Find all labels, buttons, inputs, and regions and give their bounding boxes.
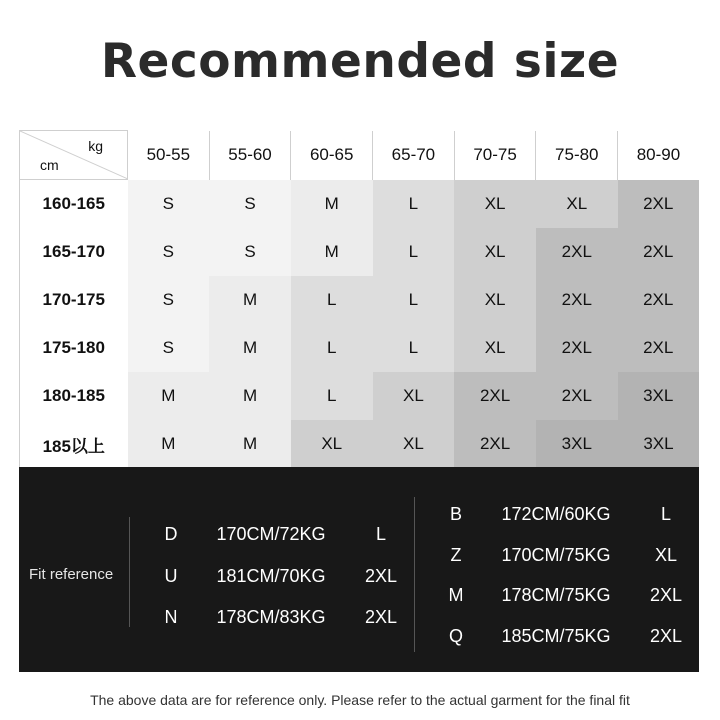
model-size: 2XL [649,626,683,646]
size-cell: 3XL [536,420,618,468]
model-key: M [448,585,464,605]
disclaimer-note: The above data are for reference only. Please refer to the actual garment for the final fit [90,692,630,708]
size-cell: S [128,228,210,276]
size-cell: XL [373,420,455,468]
size-cell: 2XL [618,276,700,324]
weight-unit-label: kg [88,138,103,154]
table-row [20,276,700,324]
size-cell: L [291,372,373,420]
model-size: L [375,524,386,544]
size-cell: 2XL [454,372,536,420]
height-label: 170-175 [20,276,128,324]
model-key: Z [450,545,462,565]
size-cell: L [373,228,455,276]
table-header-row [20,131,700,180]
size-cell: M [291,180,373,229]
size-cell: XL [291,420,373,468]
table-row [20,180,700,229]
size-cell: 2XL [536,228,618,276]
size-cell: 2XL [454,420,536,468]
size-cell: XL [454,180,536,229]
corner-cell [20,131,128,180]
model-measure: 185CM/75KG [501,626,611,646]
size-cell: L [291,324,373,372]
size-cell: M [209,420,291,468]
size-chart-table [19,130,700,468]
model-size: L [660,504,671,524]
model-size: 2XL [364,566,398,586]
size-cell: M [291,228,373,276]
table-row [20,420,700,468]
height-unit-label: cm [40,157,59,173]
divider [129,517,130,627]
fit-reference-panel [19,467,699,672]
size-cell: 2XL [536,372,618,420]
table-row [20,228,700,276]
model-measure: 170CM/72KG [216,524,326,544]
weight-header: 70-75 [454,131,536,180]
size-cell: XL [454,324,536,372]
size-cell: L [291,276,373,324]
height-label: 160-165 [20,180,128,229]
size-cell: XL [454,276,536,324]
weight-header: 60-65 [291,131,373,180]
size-cell: M [128,420,210,468]
size-cell: XL [454,228,536,276]
weight-header: 75-80 [536,131,618,180]
model-size: XL [654,545,678,565]
size-cell: L [373,276,455,324]
model-measure: 170CM/75KG [501,545,611,565]
model-key: U [164,566,178,586]
model-key: B [449,504,462,524]
size-cell: M [209,276,291,324]
table-row [20,372,700,420]
size-cell: 2XL [536,324,618,372]
size-cell: S [128,180,210,229]
size-cell: 2XL [536,276,618,324]
height-label: 165-170 [20,228,128,276]
fit-reference-label: Fit reference [29,566,114,583]
size-cell: 2XL [618,228,700,276]
size-cell: 2XL [618,324,700,372]
size-cell: M [209,324,291,372]
size-cell: 2XL [618,180,700,229]
diagonal-line [20,131,128,179]
size-cell: M [128,372,210,420]
size-cell: L [373,324,455,372]
size-cell: 3XL [618,372,700,420]
model-size: 2XL [364,607,398,627]
size-cell: S [209,228,291,276]
height-label: 180-185 [20,372,128,420]
size-cell: 3XL [618,420,700,468]
page-title: Recommended size [100,34,620,89]
divider [414,497,415,652]
table-row [20,324,700,372]
size-cell: XL [373,372,455,420]
weight-header: 65-70 [373,131,455,180]
size-cell: M [209,372,291,420]
model-key: N [164,607,178,627]
weight-header: 50-55 [128,131,210,180]
model-measure: 181CM/70KG [216,566,326,586]
height-label: 185以上 [20,420,128,468]
model-measure: 178CM/83KG [216,607,326,627]
height-label: 175-180 [20,324,128,372]
model-size: 2XL [649,585,683,605]
weight-header: 55-60 [209,131,291,180]
size-cell: S [128,324,210,372]
size-cell: S [128,276,210,324]
model-measure: 178CM/75KG [501,585,611,605]
size-cell: L [373,180,455,229]
model-key: Q [448,626,463,646]
size-cell: S [209,180,291,229]
weight-header: 80-90 [618,131,700,180]
size-cell: XL [536,180,618,229]
model-key: D [164,524,178,544]
model-measure: 172CM/60KG [501,504,611,524]
